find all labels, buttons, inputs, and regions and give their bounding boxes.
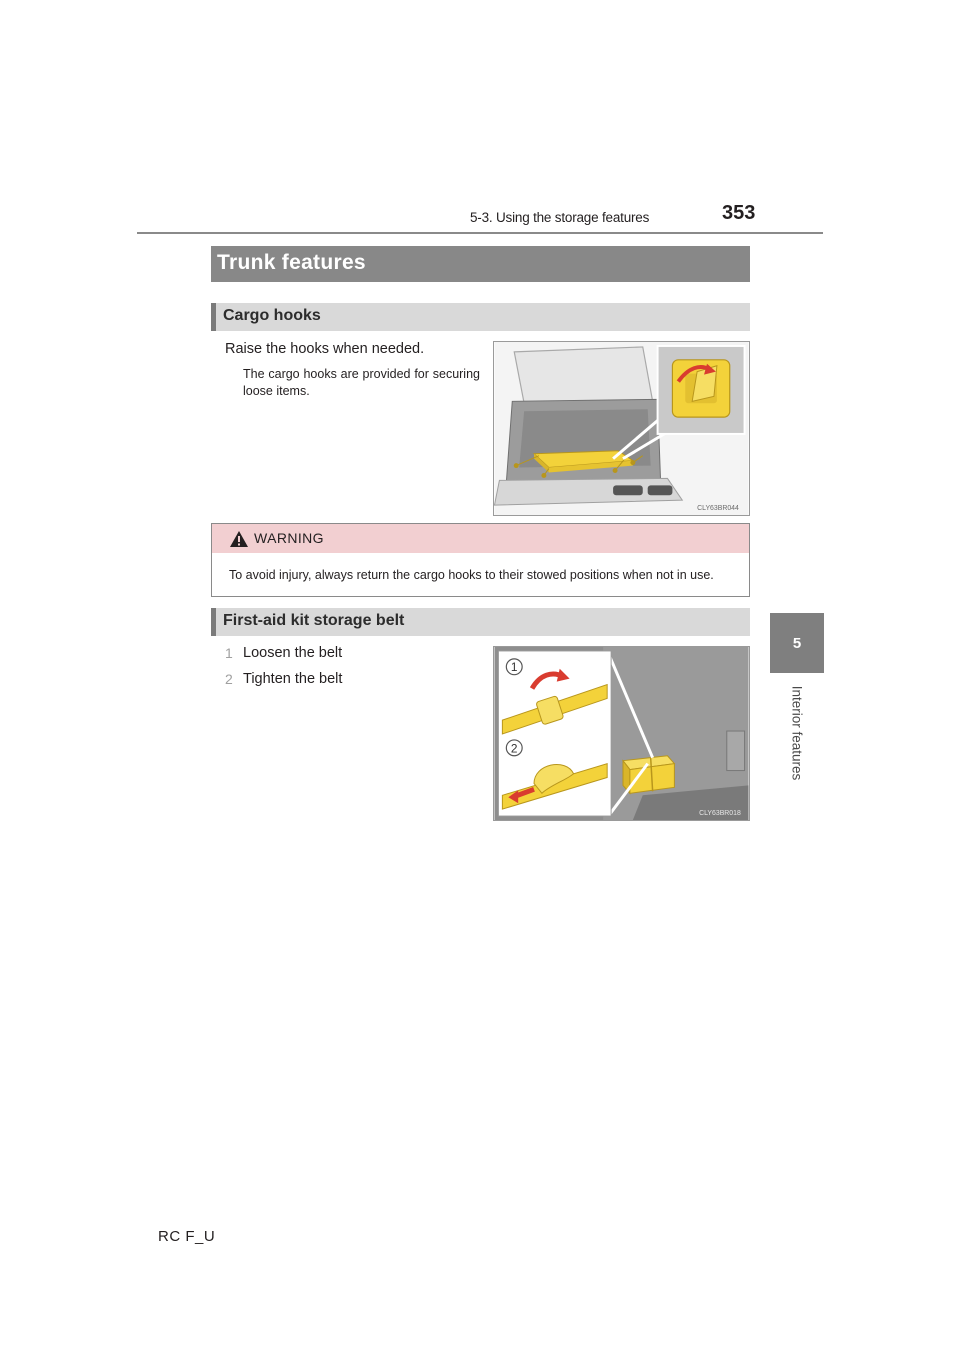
subsection-heading-text: Cargo hooks: [223, 307, 321, 324]
chapter-title: Interior features: [789, 685, 805, 781]
section-heading-bar: [211, 246, 750, 282]
warning-text: To avoid injury, always return the cargo hooks to their stowed positions when not in use.: [229, 568, 714, 582]
figure-code: CLY63BR018: [699, 810, 741, 818]
section-heading: Trunk features: [217, 251, 366, 274]
step-number: 1: [225, 645, 233, 661]
chapter-number: 5: [792, 634, 802, 652]
cargo-hooks-illustration: [493, 341, 750, 516]
figure-code: CLY63BR044: [697, 505, 739, 513]
step-number: 2: [225, 671, 233, 687]
subsection-heading-text: First-aid kit storage belt: [223, 612, 405, 629]
cargo-hooks-note: The cargo hooks are provided for securing loose items.: [243, 367, 480, 398]
warning-header: [212, 524, 749, 553]
running-header-section: 5-3. Using the storage features: [470, 210, 650, 225]
warning-box: [211, 523, 750, 597]
warning-triangle-icon: [229, 530, 249, 548]
cargo-hooks-instruction: Raise the hooks when needed.: [225, 341, 425, 357]
step-label: Tighten the belt: [243, 671, 343, 687]
first-aid-belt-illustration: [493, 646, 750, 821]
subsection-heading-cargo-hooks: [211, 303, 750, 331]
chapter-tab: [770, 613, 824, 673]
figure-callout-2: 2: [510, 741, 518, 756]
warning-title: WARNING: [254, 530, 324, 546]
figure-callout-1: 1: [510, 660, 518, 675]
chapter-title-vertical: [770, 673, 824, 793]
step-label: Loosen the belt: [243, 645, 343, 661]
header-rule: [137, 232, 823, 234]
footer-model-code: RC F_U: [158, 1228, 216, 1245]
subsection-heading-first-aid: [211, 608, 750, 636]
page-number: 353: [722, 202, 756, 224]
